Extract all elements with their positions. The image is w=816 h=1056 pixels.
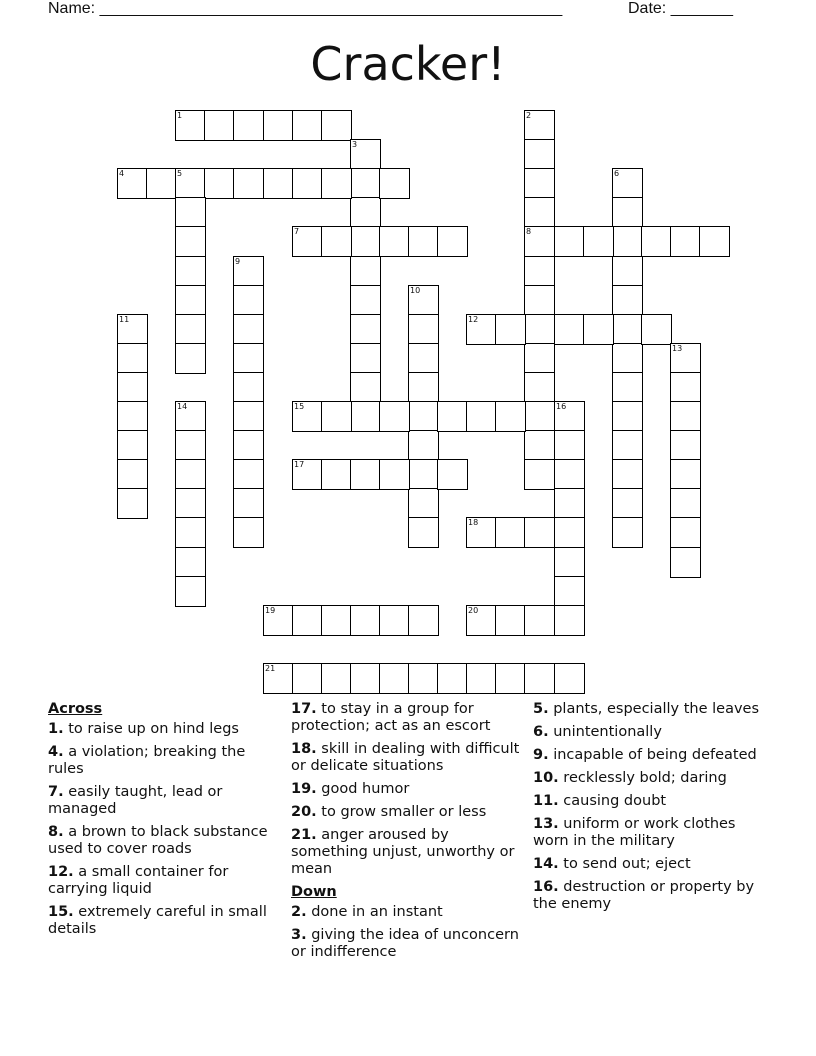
clue-number: 9.: [533, 747, 549, 763]
crossword-cell[interactable]: [466, 314, 497, 345]
crossword-cell[interactable]: [524, 110, 555, 141]
clue-number: 18.: [291, 741, 317, 757]
clue-across-18: [291, 741, 527, 775]
crossword-cell[interactable]: [263, 110, 294, 141]
clue-number: 8.: [48, 824, 64, 840]
crossword-cell[interactable]: [350, 401, 381, 432]
crossword-cell[interactable]: [175, 459, 206, 490]
crossword-cell[interactable]: [350, 256, 381, 287]
crossword-cell[interactable]: [175, 285, 206, 316]
clues-column-3: [533, 701, 769, 919]
cell-number: 19: [265, 606, 276, 615]
crossword-cell[interactable]: [379, 168, 410, 199]
crossword-cell[interactable]: [524, 197, 555, 228]
crossword-cell[interactable]: [175, 168, 206, 199]
clue-text: a small container for carrying liquid: [48, 864, 229, 897]
clue-down-13: [533, 816, 769, 850]
clue-down-16: [533, 879, 769, 913]
crossword-cell[interactable]: [670, 226, 701, 257]
clue-text: to send out; eject: [563, 856, 691, 872]
crossword-cell[interactable]: [292, 605, 323, 636]
crossword-cell[interactable]: [350, 663, 381, 694]
crossword-cell[interactable]: [408, 605, 439, 636]
crossword-cell[interactable]: [554, 459, 585, 490]
crossword-cell[interactable]: [612, 226, 643, 257]
clue-across-1: [48, 721, 284, 738]
crossword-cell[interactable]: [670, 547, 701, 578]
crossword-cell[interactable]: [612, 401, 643, 432]
crossword-cell[interactable]: [437, 663, 468, 694]
clue-text: extremely careful in small details: [48, 904, 267, 937]
clue-across-17: [291, 701, 527, 735]
crossword-cell[interactable]: [117, 168, 148, 199]
crossword-cell[interactable]: [699, 226, 730, 257]
clue-text: giving the idea of unconcern or indifference: [291, 927, 519, 960]
cell-number: 6: [614, 169, 620, 178]
crossword-cell[interactable]: [554, 605, 585, 636]
clue-text: to grow smaller or less: [321, 804, 487, 820]
crossword-cell[interactable]: [292, 401, 323, 432]
crossword-cell[interactable]: [117, 343, 148, 374]
crossword-cell[interactable]: [554, 547, 585, 578]
clue-text: recklessly bold; daring: [563, 770, 727, 786]
clue-down-5: [533, 701, 769, 718]
cell-number: 11: [119, 315, 130, 324]
cell-number: 9: [235, 257, 241, 266]
crossword-cell[interactable]: [554, 517, 585, 548]
crossword-cell[interactable]: [524, 314, 555, 345]
crossword-cell[interactable]: [408, 226, 439, 257]
crossword-cell[interactable]: [612, 343, 643, 374]
crossword-cell[interactable]: [379, 459, 410, 490]
crossword-cell[interactable]: [321, 663, 352, 694]
crossword-cell[interactable]: [524, 285, 555, 316]
clue-across-20: [291, 804, 527, 821]
clue-text: to raise up on hind legs: [68, 721, 239, 737]
crossword-cell[interactable]: [554, 488, 585, 519]
crossword-cell[interactable]: [670, 517, 701, 548]
clue-across-7: [48, 784, 284, 818]
crossword-cell[interactable]: [437, 226, 468, 257]
clue-down-10: [533, 770, 769, 787]
crossword-cell[interactable]: [175, 401, 206, 432]
crossword-cell[interactable]: [612, 372, 643, 403]
clue-number: 10.: [533, 770, 559, 786]
cell-number: 14: [177, 402, 188, 411]
cell-number: 4: [119, 169, 125, 178]
crossword-cell[interactable]: [175, 226, 206, 257]
crossword-cell[interactable]: [350, 605, 381, 636]
clue-text: skill in dealing with difficult or delicate situations: [291, 741, 520, 774]
crossword-cell[interactable]: [233, 343, 264, 374]
crossword-cell[interactable]: [554, 401, 585, 432]
clue-number: 13.: [533, 816, 559, 832]
crossword-cell[interactable]: [175, 343, 206, 374]
crossword-cell[interactable]: [117, 314, 148, 345]
clue-across-19: [291, 781, 527, 798]
crossword-cell[interactable]: [233, 256, 264, 287]
crossword-cell[interactable]: [524, 401, 555, 432]
crossword-cell[interactable]: [321, 459, 352, 490]
crossword-cell[interactable]: [233, 488, 264, 519]
crossword-cell[interactable]: [350, 285, 381, 316]
crossword-cell[interactable]: [321, 605, 352, 636]
crossword-cell[interactable]: [117, 488, 148, 519]
crossword-cell[interactable]: [408, 343, 439, 374]
cell-number: 15: [294, 402, 305, 411]
crossword-cell[interactable]: [524, 663, 555, 694]
clue-across-4: [48, 744, 284, 778]
clue-number: 19.: [291, 781, 317, 797]
crossword-cell[interactable]: [233, 110, 264, 141]
down-heading: Down: [291, 884, 337, 900]
crossword-cell[interactable]: [612, 168, 643, 199]
crossword-cell[interactable]: [524, 256, 555, 287]
crossword-cell[interactable]: [612, 430, 643, 461]
crossword-cell[interactable]: [612, 197, 643, 228]
crossword-cell[interactable]: [612, 459, 643, 490]
crossword-cell[interactable]: [233, 430, 264, 461]
crossword-cell[interactable]: [146, 168, 177, 199]
crossword-cell[interactable]: [233, 401, 264, 432]
crossword-cell[interactable]: [495, 605, 526, 636]
clue-number: 21.: [291, 827, 317, 843]
cell-number: 12: [468, 315, 479, 324]
crossword-cell[interactable]: [175, 430, 206, 461]
clue-number: 1.: [48, 721, 64, 737]
crossword-cell[interactable]: [495, 401, 526, 432]
clue-number: 11.: [533, 793, 559, 809]
crossword-cell[interactable]: [204, 110, 235, 141]
crossword-cell[interactable]: [379, 663, 410, 694]
cell-number: 5: [177, 169, 183, 178]
crossword-cell[interactable]: [292, 168, 323, 199]
crossword-cell[interactable]: [292, 663, 323, 694]
across-heading: Across: [48, 701, 103, 717]
crossword-cell[interactable]: [524, 517, 555, 548]
crossword-cell[interactable]: [233, 314, 264, 345]
crossword-cell[interactable]: [233, 517, 264, 548]
crossword-cell[interactable]: [466, 605, 497, 636]
crossword-cell[interactable]: [495, 517, 526, 548]
crossword-cell[interactable]: [292, 110, 323, 141]
clue-across-21: [291, 827, 527, 878]
clue-text: anger aroused by something unjust, unworthy or mean: [291, 827, 515, 877]
clue-text: easily taught, lead or managed: [48, 784, 223, 817]
crossword-cell[interactable]: [554, 226, 585, 257]
crossword-cell[interactable]: [583, 314, 614, 345]
crossword-cell[interactable]: [117, 430, 148, 461]
crossword-cell[interactable]: [408, 372, 439, 403]
crossword-cell[interactable]: [524, 430, 555, 461]
cell-number: 3: [352, 140, 358, 149]
crossword-cell[interactable]: [321, 401, 352, 432]
crossword-cell[interactable]: [117, 459, 148, 490]
clue-number: 17.: [291, 701, 317, 717]
crossword-cell[interactable]: [466, 517, 497, 548]
crossword-cell[interactable]: [117, 372, 148, 403]
clue-number: 5.: [533, 701, 549, 717]
clue-text: causing doubt: [563, 793, 667, 809]
crossword-cell[interactable]: [670, 430, 701, 461]
crossword-cell[interactable]: [495, 663, 526, 694]
crossword-cell[interactable]: [379, 605, 410, 636]
crossword-cell[interactable]: [466, 663, 497, 694]
crossword-cell[interactable]: [408, 488, 439, 519]
clue-across-15: [48, 904, 284, 938]
cell-number: 13: [672, 344, 683, 353]
clue-number: 20.: [291, 804, 317, 820]
clue-text: to stay in a group for protection; act as an escort: [291, 701, 491, 734]
cell-number: 21: [265, 664, 276, 673]
crossword-cell[interactable]: [204, 168, 235, 199]
clue-text: a violation; breaking the rules: [48, 744, 246, 777]
crossword-cell[interactable]: [524, 605, 555, 636]
crossword-cell[interactable]: [350, 372, 381, 403]
crossword-cell[interactable]: [350, 168, 381, 199]
clue-text: good humor: [321, 781, 410, 797]
clue-down-3: [291, 927, 527, 961]
crossword-cell[interactable]: [263, 663, 294, 694]
clue-number: 15.: [48, 904, 74, 920]
crossword-cell[interactable]: [612, 256, 643, 287]
clue-text: incapable of being defeated: [553, 747, 757, 763]
clue-number: 14.: [533, 856, 559, 872]
clue-down-6: [533, 724, 769, 741]
clue-number: 7.: [48, 784, 64, 800]
crossword-cell[interactable]: [321, 226, 352, 257]
crossword-cell[interactable]: [554, 663, 585, 694]
crossword-cell[interactable]: [379, 401, 410, 432]
clue-number: 16.: [533, 879, 559, 895]
name-label: Name:: [48, 0, 96, 17]
name-line: ____________________________________________________: [99, 0, 563, 17]
crossword-cell[interactable]: [524, 226, 555, 257]
crossword-cell[interactable]: [175, 576, 206, 607]
crossword-cell[interactable]: [554, 576, 585, 607]
crossword-cell[interactable]: [350, 343, 381, 374]
crossword-cell[interactable]: [612, 314, 643, 345]
cell-number: 18: [468, 518, 479, 527]
crossword-cell[interactable]: [524, 343, 555, 374]
cell-number: 20: [468, 606, 479, 615]
crossword-cell[interactable]: [233, 372, 264, 403]
clue-number: 6.: [533, 724, 549, 740]
cell-number: 17: [294, 460, 305, 469]
crossword-cell[interactable]: [437, 401, 468, 432]
crossword-cell[interactable]: [350, 314, 381, 345]
crossword-cell[interactable]: [408, 663, 439, 694]
crossword-cell[interactable]: [437, 459, 468, 490]
crossword-cell[interactable]: [233, 285, 264, 316]
crossword-cell[interactable]: [554, 430, 585, 461]
crossword-cell[interactable]: [175, 110, 206, 141]
clue-text: a brown to black substance used to cover roads: [48, 824, 268, 857]
clue-across-8: [48, 824, 284, 858]
crossword-cell[interactable]: [263, 168, 294, 199]
crossword-cell[interactable]: [554, 314, 585, 345]
page-title: Cracker!: [310, 37, 506, 91]
clue-down-2: [291, 904, 527, 921]
cell-number: 16: [556, 402, 567, 411]
crossword-cell[interactable]: [350, 459, 381, 490]
crossword-cell[interactable]: [408, 401, 439, 432]
crossword-cell[interactable]: [175, 197, 206, 228]
crossword-cell[interactable]: [233, 168, 264, 199]
crossword-cell[interactable]: [408, 430, 439, 461]
cell-number: 10: [410, 286, 421, 295]
crossword-cell[interactable]: [321, 168, 352, 199]
crossword-cell[interactable]: [350, 139, 381, 170]
clue-down-11: [533, 793, 769, 810]
clue-number: 4.: [48, 744, 64, 760]
crossword-cell[interactable]: [175, 314, 206, 345]
clue-text: unintentionally: [553, 724, 662, 740]
clue-text: uniform or work clothes worn in the military: [533, 816, 736, 849]
cell-number: 8: [526, 227, 532, 236]
crossword-cell[interactable]: [524, 168, 555, 199]
crossword-cell[interactable]: [263, 605, 294, 636]
crossword-cell[interactable]: [408, 517, 439, 548]
clue-down-9: [533, 747, 769, 764]
crossword-cell[interactable]: [612, 488, 643, 519]
crossword-cell[interactable]: [379, 226, 410, 257]
crossword-cell[interactable]: [175, 488, 206, 519]
crossword-cell[interactable]: [233, 459, 264, 490]
crossword-cell[interactable]: [612, 517, 643, 548]
crossword-cell[interactable]: [350, 197, 381, 228]
crossword-cell[interactable]: [350, 226, 381, 257]
crossword-cell[interactable]: [408, 314, 439, 345]
crossword-cell[interactable]: [524, 459, 555, 490]
clues-column-1: [48, 701, 284, 944]
cell-number: 7: [294, 227, 300, 236]
crossword-cell[interactable]: [583, 226, 614, 257]
crossword-cell[interactable]: [670, 459, 701, 490]
clue-across-12: [48, 864, 284, 898]
cell-number: 2: [526, 111, 532, 120]
crossword-cell[interactable]: [292, 459, 323, 490]
crossword-cell[interactable]: [292, 226, 323, 257]
clue-down-14: [533, 856, 769, 873]
crossword-cell[interactable]: [670, 488, 701, 519]
crossword-cell[interactable]: [670, 372, 701, 403]
crossword-cell[interactable]: [466, 401, 497, 432]
date-line: _______: [670, 0, 733, 17]
crossword-cell[interactable]: [495, 314, 526, 345]
crossword-cell[interactable]: [175, 256, 206, 287]
crossword-cell[interactable]: [175, 547, 206, 578]
clues-column-2: [291, 701, 527, 967]
crossword-cell[interactable]: [175, 517, 206, 548]
clue-number: 12.: [48, 864, 74, 880]
crossword-cell[interactable]: [641, 314, 672, 345]
clue-text: done in an instant: [311, 904, 443, 920]
cell-number: 1: [177, 111, 183, 120]
clue-number: 3.: [291, 927, 307, 943]
crossword-cell[interactable]: [612, 285, 643, 316]
crossword-cell[interactable]: [408, 285, 439, 316]
crossword-cell[interactable]: [408, 459, 439, 490]
crossword-cell[interactable]: [117, 401, 148, 432]
clue-text: plants, especially the leaves: [553, 701, 760, 717]
crossword-cell[interactable]: [670, 401, 701, 432]
crossword-cell[interactable]: [524, 372, 555, 403]
clue-text: destruction or property by the enemy: [533, 879, 755, 912]
date-label: Date:: [628, 0, 667, 17]
crossword-cell[interactable]: [670, 343, 701, 374]
clue-number: 2.: [291, 904, 307, 920]
crossword-cell[interactable]: [524, 139, 555, 170]
crossword-cell[interactable]: [321, 110, 352, 141]
crossword-cell[interactable]: [641, 226, 672, 257]
